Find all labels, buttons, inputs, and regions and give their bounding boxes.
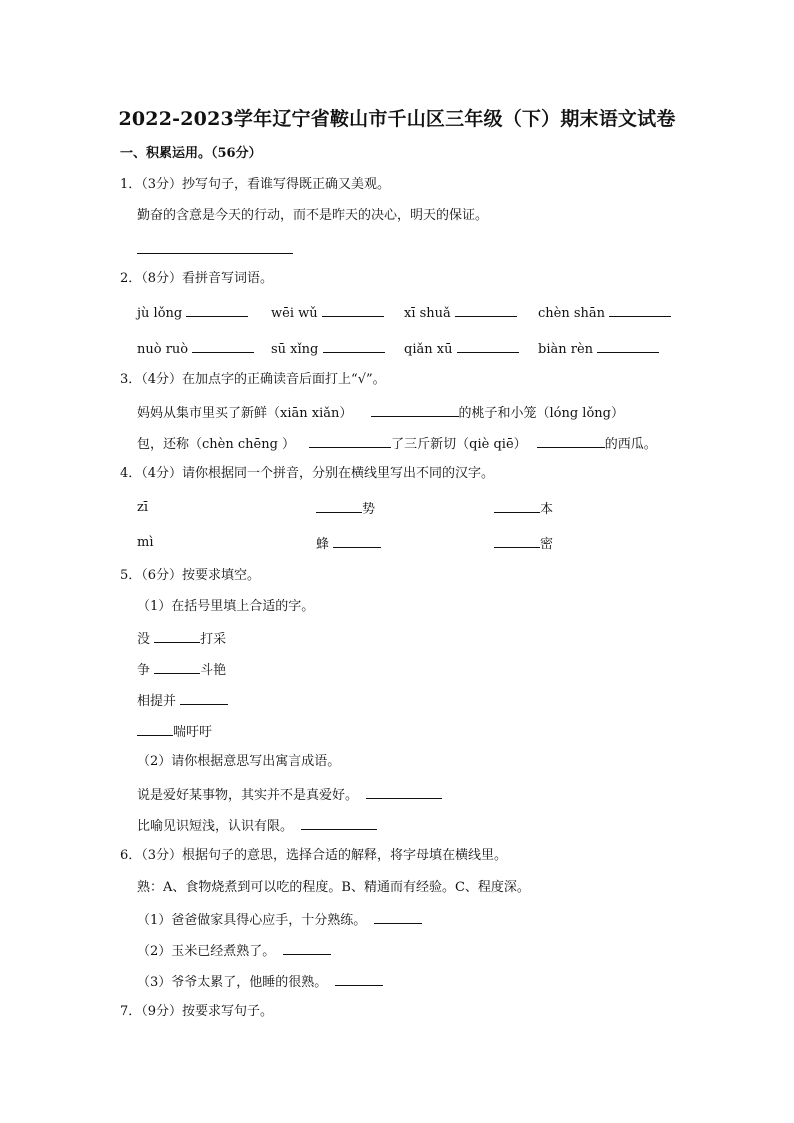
question-6-heading: 6．（3分）根据句子的意思，选择合适的解释，将字母填在横线里。 [120,848,508,863]
answer-blank[interactable] [609,303,671,317]
fill-item: 本 [494,499,553,519]
pinyin-item: xī shuǎ [404,303,517,323]
question-1-heading: 1．（3分）抄写句子，看谁写得既正确又美观。 [120,177,391,192]
fill-item: 势 [316,499,375,519]
idiom-item: 没 打采 [137,629,226,649]
fill-item: 蜂 [316,534,381,554]
answer-blank[interactable] [309,434,391,448]
meaning-item: 比喻见识短浅，认识有限。 [137,816,377,836]
idiom-item: 喘吁吁 [137,722,212,742]
definition: 熟：A、食物烧煮到可以吃的程度。B、精通而有经验。C、程度深。 [137,880,530,895]
sub-question: （2）请你根据意思写出寓言成语。 [137,754,341,769]
question-3-heading: 3．（4分）在加点字的正确读音后面打上“√”。 [120,372,386,387]
pinyin-item: sū xǐng [271,339,385,359]
pinyin-item: biàn rèn [538,339,659,359]
answer-blank[interactable] [154,629,200,643]
sentence-item: （1）爸爸做家具得心应手，十分熟练。 [137,910,422,930]
answer-blank[interactable] [323,339,385,353]
answer-blank[interactable] [154,660,200,674]
answer-blank[interactable] [335,972,383,986]
pinyin-item: qiǎn xū [404,339,519,359]
question-2-heading: 2．（8分）看拼音写词语。 [120,271,274,286]
section-heading: 一、积累运用。（56分） [120,146,262,161]
sub-question: （1）在括号里填上合适的字。 [137,599,315,614]
answer-blank[interactable] [537,434,605,448]
answer-blank[interactable] [366,785,442,799]
answer-blank[interactable] [186,303,248,317]
answer-blank[interactable] [374,910,422,924]
answer-blank[interactable] [180,691,228,705]
question-3-line-1: 妈妈从集市里买了新鲜（xiān xiǎn） 的桃子和小笼（lóng lǒng） [137,403,624,423]
answer-blank[interactable] [494,499,540,513]
question-5-heading: 5．（6分）按要求填空。 [120,568,261,583]
answer-blank[interactable] [371,403,459,417]
pinyin-label: mì [137,535,154,550]
pinyin-label: zī [137,500,149,515]
answer-blank[interactable] [283,941,331,955]
idiom-item: 争 斗艳 [137,660,226,680]
answer-blank[interactable] [494,534,540,548]
question-7-heading: 7．（9分）按要求写句子。 [120,1004,274,1019]
pinyin-item: jù lǒng [137,303,248,323]
answer-blank[interactable] [192,339,254,353]
answer-blank[interactable] [137,722,173,736]
pinyin-item: nuò ruò [137,339,254,359]
fill-item: 密 [494,534,553,554]
sentence-item: （2）玉米已经煮熟了。 [137,941,331,961]
answer-blank[interactable] [455,303,517,317]
answer-blank[interactable] [597,339,659,353]
question-1-sentence: 勤奋的含意是今天的行动，而不是昨天的决心，明天的保证。 [137,208,489,223]
page-title: 2022-2023学年辽宁省鞍山市千山区三年级（下）期末语文试卷 [118,108,676,130]
pinyin-item: wēi wǔ [271,303,384,323]
sentence-item: （3）爷爷太累了，他睡的很熟。 [137,972,383,992]
answer-blank[interactable] [301,816,377,830]
answer-blank[interactable] [316,499,362,513]
answer-blank[interactable] [322,303,384,317]
pinyin-item: chèn shān [538,303,671,323]
meaning-item: 说是爱好某事物，其实并不是真爱好。 [137,785,442,805]
answer-blank[interactable] [137,240,293,260]
question-4-heading: 4．（4分）请你根据同一个拼音，分别在横线里写出不同的汉字。 [120,466,495,481]
idiom-item: 相提并 [137,691,228,711]
answer-blank[interactable] [457,339,519,353]
question-3-line-2: 包，还称（chèn chēng ） 了三斤新切（qiè qiē） 的西瓜。 [137,434,657,454]
answer-blank[interactable] [333,534,381,548]
